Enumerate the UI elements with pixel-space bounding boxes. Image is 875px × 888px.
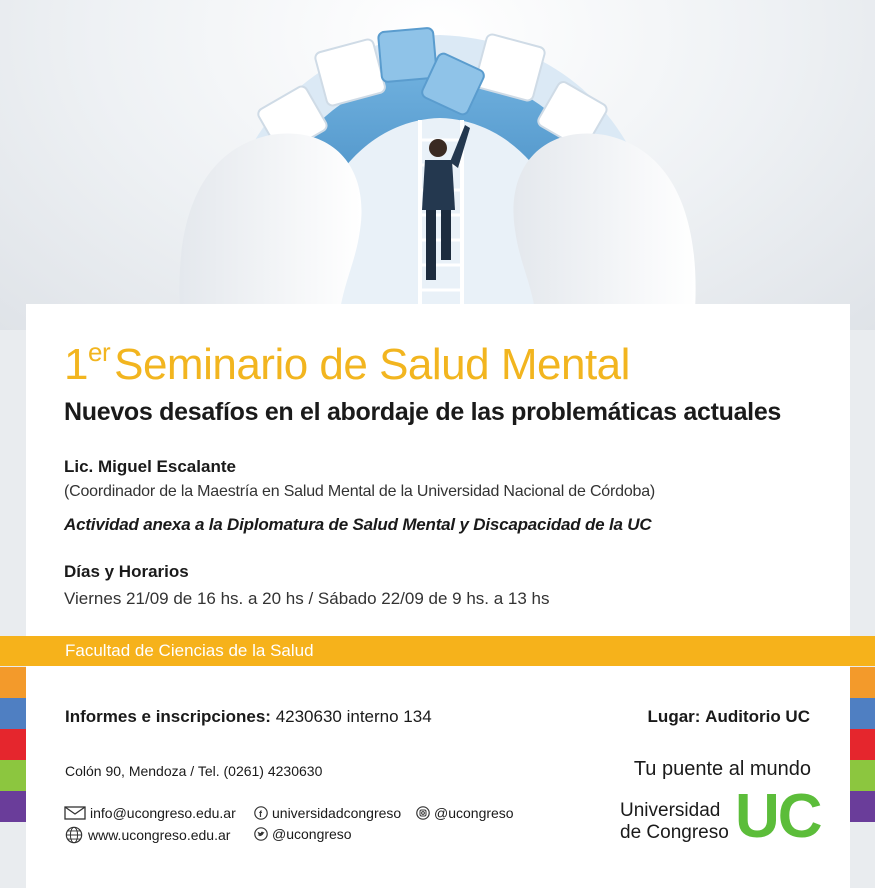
twitter-contact[interactable] <box>254 826 352 842</box>
info-label: Informes e inscripciones: <box>65 707 271 726</box>
annex-note: Actividad anexa a la Diplomatura de Salud Mental y Discapacidad de la UC <box>64 515 652 534</box>
logo-text <box>620 800 729 844</box>
twitter-link[interactable]: @ucongreso <box>272 826 352 842</box>
title-text: Seminario de Salud Mental <box>114 340 630 389</box>
title-number: 1 <box>64 340 88 389</box>
globe-icon <box>64 826 84 844</box>
schedule-label: Días y Horarios <box>64 562 189 581</box>
tagline: Tu puente al mundo <box>633 758 811 780</box>
logo-line2: de Congreso <box>620 822 729 843</box>
facebook-contact[interactable] <box>254 805 401 821</box>
stripe-orange <box>849 667 875 698</box>
instagram-link[interactable]: @ucongreso <box>434 805 514 821</box>
email-link[interactable]: info@ucongreso.edu.ar <box>90 805 236 821</box>
side-color-stripes-right <box>849 667 875 822</box>
speaker-role: (Coordinador de la Maestría en Salud Mental de la Universidad Nacional de Córdoba) <box>64 483 656 500</box>
envelope-icon <box>64 806 86 820</box>
hero-illustration <box>0 0 875 330</box>
puzzle-heads-illustration <box>0 0 875 330</box>
stripe-red <box>849 729 875 760</box>
event-title <box>64 337 630 390</box>
instagram-contact[interactable] <box>416 805 514 821</box>
instagram-icon <box>416 806 430 820</box>
faculty-band <box>0 636 875 666</box>
svg-text:f: f <box>259 809 262 819</box>
stripe-purple <box>849 791 875 822</box>
logo-line1: Universidad <box>620 800 721 821</box>
stripe-blue <box>849 698 875 729</box>
stripe-red <box>0 729 26 760</box>
address: Colón 90, Mendoza / Tel. (0261) 4230630 <box>65 763 323 779</box>
stripe-blue <box>0 698 26 729</box>
event-subtitle: Nuevos desafíos en el abordaje de las problemáticas actuales <box>64 398 782 426</box>
side-color-stripes-left <box>0 667 26 822</box>
website-link[interactable]: www.ucongreso.edu.ar <box>88 827 231 843</box>
schedule-value: Viernes 21/09 de 16 hs. a 20 hs / Sábado 22/09 de 9 hs. a 13 hs <box>64 589 550 608</box>
website-contact[interactable] <box>64 826 230 844</box>
place-value: Auditorio UC <box>705 707 810 726</box>
facebook-link[interactable]: universidadcongreso <box>272 805 402 821</box>
facebook-icon <box>254 806 268 820</box>
university-logo <box>620 782 821 852</box>
stripe-purple <box>0 791 26 822</box>
info-phone[interactable]: 4230630 interno 134 <box>275 707 432 726</box>
email-contact[interactable] <box>64 805 236 821</box>
place-line <box>648 707 810 727</box>
speaker-name: Lic. Miguel Escalante <box>64 457 236 476</box>
logo-mark: UC <box>735 782 821 851</box>
title-superscript: er <box>87 337 111 367</box>
stripe-green <box>849 760 875 791</box>
info-line <box>65 707 432 727</box>
twitter-icon <box>254 827 268 841</box>
stripe-green <box>0 760 26 791</box>
place-label: Lugar: <box>647 707 701 726</box>
stripe-orange <box>0 667 26 698</box>
faculty-name: Facultad de Ciencias de la Salud <box>65 641 314 660</box>
